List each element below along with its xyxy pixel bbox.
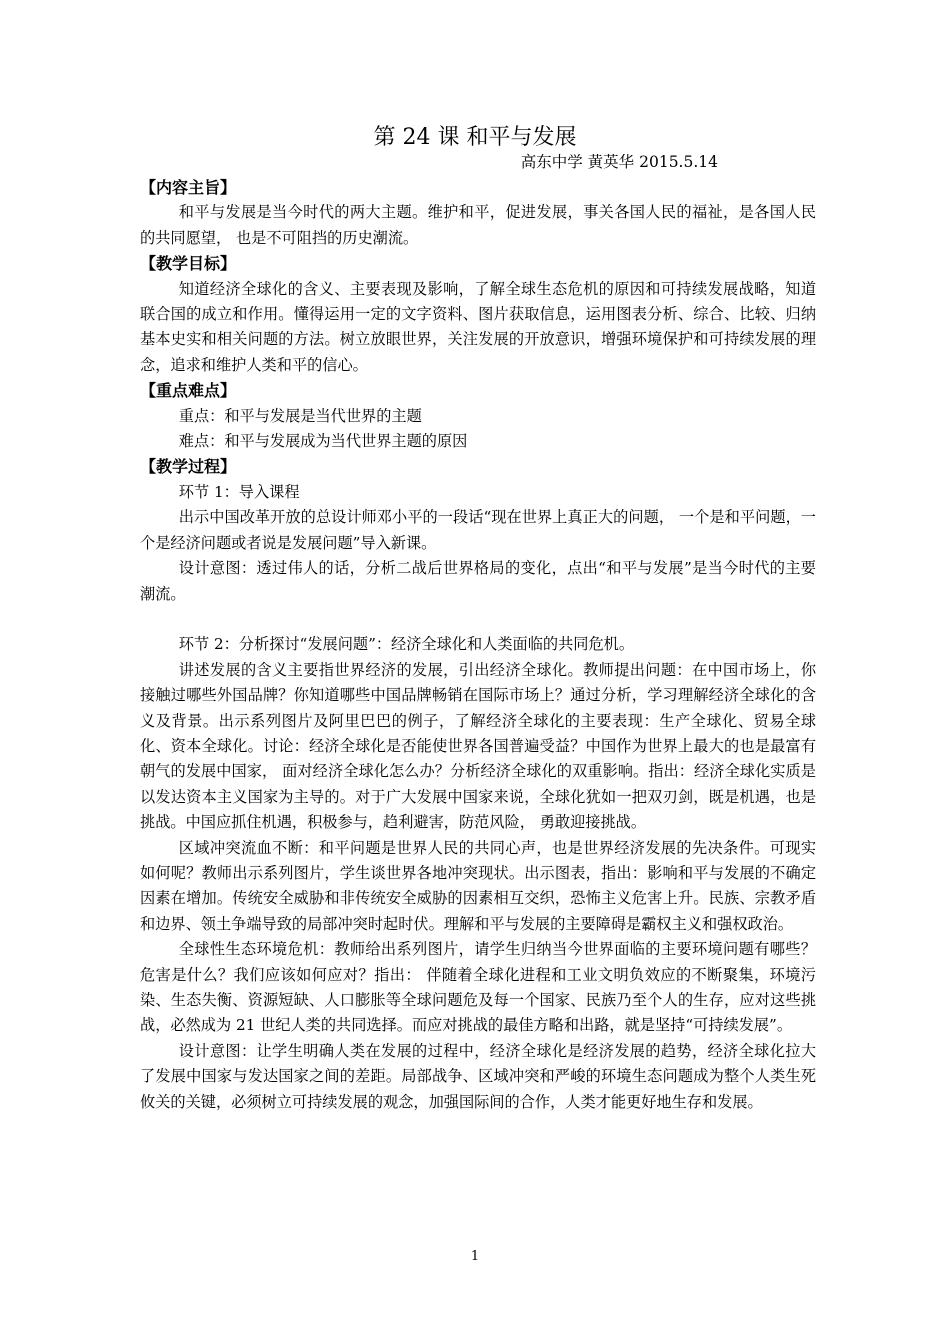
section-heading: 【教学目标】: [140, 254, 237, 274]
section-teaching-process: [140, 454, 816, 1115]
page-number: 1: [470, 1249, 480, 1264]
section-heading: 【内容主旨】: [140, 178, 237, 197]
paragraph: 和平与发展是当今时代的两大主题。维护和平，促进发展，事关各国人民的福祉，是各国人民的共同愿望， 也是不可阻挡的历史潮流。: [140, 203, 816, 247]
paragraph-step-1-title: 环节 1：导入课程: [178, 482, 300, 501]
blank-line: [140, 607, 816, 632]
section-heading: 【教学过程】: [140, 457, 237, 477]
paragraph: 区域冲突流血不断：和平问题是世界人民的共同心声，也是世界经济发展的先决条件。可现实如何呢？教师出示系列图片，学生谈世界各地冲突现状。出示图表，指出：影响和平与发展的不确定因素在增加。传统安全威胁和非传统安全威胁的因素相互交织，恐怖主义危害上升。民族、宗教矛盾和边界、领土争端导致的局部冲突时起时伏。理解和平与发展的主要障碍是霸权主义和强权政治。: [140, 838, 816, 933]
page-title: 第 24 课 和平与发展: [373, 125, 577, 150]
section-heading: 【重点难点】: [140, 381, 237, 401]
paragraph: 知道经济全球化的含义、主要表现及影响，了解全球生态危机的原因和可持续发展战略，知道联合国的成立和作用。懂得运用一定的文字资料、图片获取信息，运用图表分析、综合、比较、归纳基本史实和相关问题的方法。树立放眼世界，关注发展的开放意识，增强环境保护和可持续发展的理念，追求和维护人类和平的信心。: [140, 279, 816, 374]
paragraph-design-intent: 设计意图：透过伟人的话，分析二战后世界格局的变化，点出“和平与发展”是当今时代的主要潮流。: [140, 559, 816, 603]
paragraph: 全球性生态环境危机：教师给出系列图片，请学生归纳当今世界面临的主要环境问题有哪些？危害是什么？我们应该如何应对？指出： 伴随着全球化进程和工业文明负效应的不断聚集，环境污染、生态失衡、资源短缺、人口膨胀等全球问题危及每一个国家、民族乃至个人的生存，应对这些挑战，必然成为 21 世纪人类的共同选择。而应对挑战的最佳方略和出路，就是坚持“可持续发展”。: [140, 940, 816, 1035]
author-byline: 高东中学 黄英华 2015.5.14: [520, 153, 718, 171]
document-body: [140, 175, 816, 1115]
paragraph-key-point: 重点：和平与发展是当代世界的主题: [178, 406, 422, 425]
section-content-theme: [140, 175, 816, 251]
paragraph-design-intent: 设计意图：让学生明确人类在发展的过程中，经济全球化是经济发展的趋势，经济全球化拉大了发展中国家与发达国家之间的差距。局部战争、区域冲突和严峻的环境生态问题成为整个人类生死攸关的关键，必须树立可持续发展的观念，加强国际间的合作，人类才能更好地生存和发展。: [140, 1041, 816, 1111]
paragraph-step-2-title: 环节 2：分析探讨“发展问题”：经济全球化和人类面临的共同危机。: [178, 635, 635, 654]
section-teaching-goals: [140, 251, 816, 378]
paragraph: 讲述发展的含义主要指世界经济的发展，引出经济全球化。教师提出问题：在中国市场上，你接触过哪些外国品牌？你知道哪些中国品牌畅销在国际市场上？通过分析，学习理解经济全球化的含义及背景。出示系列图片及阿里巴巴的例子，了解经济全球化的主要表现：生产全球化、贸易全球化、资本全球化。讨论：经济全球化是否能使世界各国普遍受益？中国作为世界上最大的也是最富有朝气的发展中国家， 面对经济全球化怎么办？分析经济全球化的双重影响。指出：经济全球化实质是以发达资本主义国家为主导的。对于广大发展中国家来说，全球化犹如一把双刃剑，既是机遇，也是挑战。中国应抓住机遇，积极参与，趋利避害，防范风险， 勇敢迎接挑战。: [140, 660, 816, 832]
section-key-points: [140, 378, 816, 454]
paragraph-difficult-point: 难点：和平与发展成为当代世界主题的原因: [178, 432, 468, 451]
paragraph: 出示中国改革开放的总设计师邓小平的一段话“现在世界上真正大的问题， 一个是和平问题，一个是经济问题或者说是发展问题”导入新课。: [140, 508, 816, 552]
